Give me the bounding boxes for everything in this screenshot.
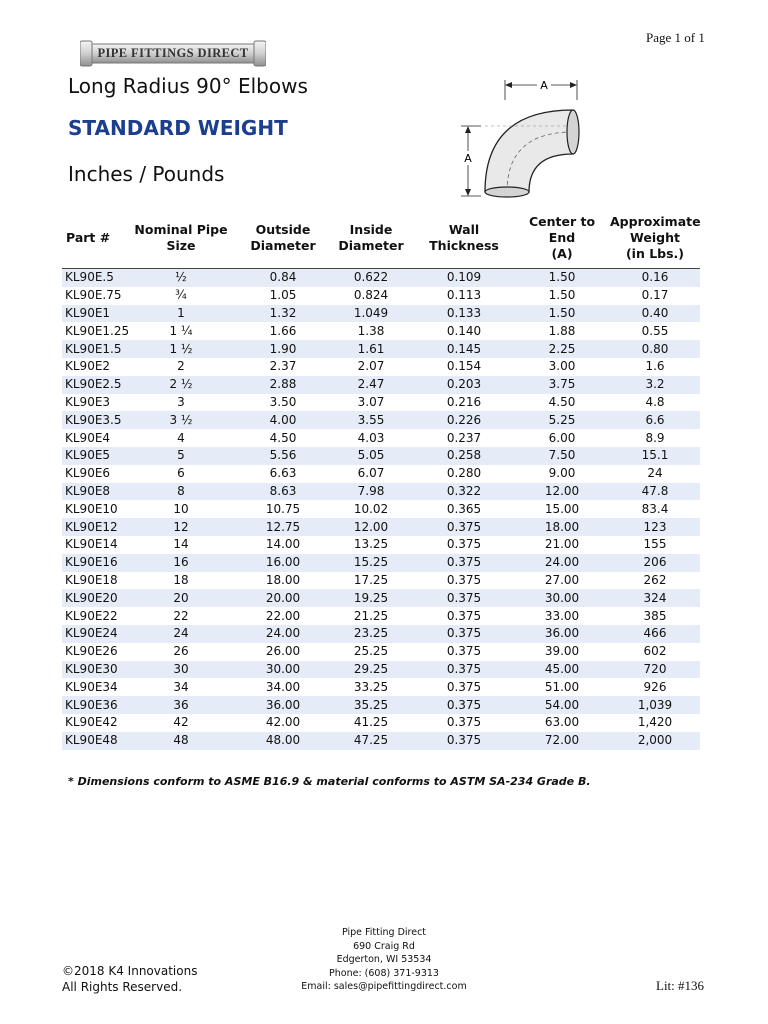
cell-outside-diameter: 42.00 — [238, 714, 328, 732]
cell-inside-diameter: 0.824 — [328, 287, 414, 305]
table-row — [62, 714, 700, 732]
cell-center-to-end: 1.50 — [514, 305, 610, 323]
cell-weight: 155 — [610, 536, 700, 554]
cell-nominal-size: 3 — [124, 394, 238, 412]
copyright — [62, 963, 197, 995]
cell-nominal-size: 42 — [124, 714, 238, 732]
cell-center-to-end: 1.88 — [514, 322, 610, 340]
cell-nominal-size: 6 — [124, 465, 238, 483]
col-center-to-end: Center to End (A) — [514, 208, 610, 269]
cell-outside-diameter: 34.00 — [238, 678, 328, 696]
cell-weight: 15.1 — [610, 447, 700, 465]
phone-number: Phone: (608) 371-9313 — [329, 967, 439, 979]
table-row — [62, 376, 700, 394]
cell-weight: 602 — [610, 643, 700, 661]
cell-weight: 466 — [610, 625, 700, 643]
cell-inside-diameter: 7.98 — [328, 483, 414, 501]
cell-outside-diameter: 20.00 — [238, 589, 328, 607]
cell-weight: 6.6 — [610, 411, 700, 429]
cell-outside-diameter: 3.50 — [238, 394, 328, 412]
cell-outside-diameter: 14.00 — [238, 536, 328, 554]
cell-wall-thickness: 0.375 — [414, 661, 514, 679]
cell-center-to-end: 3.00 — [514, 358, 610, 376]
cell-wall-thickness: 0.375 — [414, 732, 514, 750]
cell-center-to-end: 2.25 — [514, 340, 610, 358]
company-address — [284, 926, 484, 994]
col-inside-diameter: Inside Diameter — [328, 208, 414, 269]
table-row — [62, 643, 700, 661]
cell-part-number: KL90E10 — [62, 500, 124, 518]
cell-part-number: KL90E36 — [62, 696, 124, 714]
col-approx-weight: Approximate Weight (in Lbs.) — [610, 208, 700, 269]
cell-wall-thickness: 0.226 — [414, 411, 514, 429]
cell-part-number: KL90E12 — [62, 518, 124, 536]
logo-text: PIPE FITTINGS DIRECT — [97, 46, 249, 60]
cell-part-number: KL90E1.5 — [62, 340, 124, 358]
table-row — [62, 678, 700, 696]
table-row — [62, 536, 700, 554]
table-row — [62, 589, 700, 607]
cell-part-number: KL90E.75 — [62, 287, 124, 305]
cell-outside-diameter: 26.00 — [238, 643, 328, 661]
cell-wall-thickness: 0.145 — [414, 340, 514, 358]
cell-part-number: KL90E18 — [62, 572, 124, 590]
cell-nominal-size: 34 — [124, 678, 238, 696]
cell-outside-diameter: 1.05 — [238, 287, 328, 305]
cell-inside-diameter: 21.25 — [328, 607, 414, 625]
cell-part-number: KL90E5 — [62, 447, 124, 465]
cell-weight: 0.55 — [610, 322, 700, 340]
cell-nominal-size: 1 ¼ — [124, 322, 238, 340]
cell-wall-thickness: 0.154 — [414, 358, 514, 376]
table-row — [62, 625, 700, 643]
table-row — [62, 483, 700, 501]
cell-inside-diameter: 25.25 — [328, 643, 414, 661]
cell-wall-thickness: 0.375 — [414, 554, 514, 572]
dimensions-note: * Dimensions conform to ASME B16.9 & material conforms to ASTM SA-234 Grade B. — [68, 775, 591, 788]
cell-center-to-end: 9.00 — [514, 465, 610, 483]
cell-weight: 3.2 — [610, 376, 700, 394]
cell-weight: 324 — [610, 589, 700, 607]
cell-weight: 0.16 — [610, 269, 700, 287]
cell-nominal-size: 12 — [124, 518, 238, 536]
cell-center-to-end: 45.00 — [514, 661, 610, 679]
cell-center-to-end: 21.00 — [514, 536, 610, 554]
units-label: Inches / Pounds — [68, 162, 225, 186]
cell-wall-thickness: 0.375 — [414, 518, 514, 536]
dimension-label-side: A — [464, 152, 472, 165]
cell-outside-diameter: 1.32 — [238, 305, 328, 323]
cell-part-number: KL90E16 — [62, 554, 124, 572]
cell-nominal-size: 2 ½ — [124, 376, 238, 394]
cell-wall-thickness: 0.375 — [414, 536, 514, 554]
col-part-number: Part # — [62, 208, 124, 269]
spec-table — [62, 208, 700, 750]
cell-wall-thickness: 0.113 — [414, 287, 514, 305]
cell-part-number: KL90E4 — [62, 429, 124, 447]
cell-wall-thickness: 0.375 — [414, 572, 514, 590]
cell-wall-thickness: 0.375 — [414, 678, 514, 696]
cell-center-to-end: 36.00 — [514, 625, 610, 643]
cell-inside-diameter: 19.25 — [328, 589, 414, 607]
cell-inside-diameter: 47.25 — [328, 732, 414, 750]
cell-weight: 206 — [610, 554, 700, 572]
cell-center-to-end: 12.00 — [514, 483, 610, 501]
cell-wall-thickness: 0.375 — [414, 589, 514, 607]
cell-wall-thickness: 0.375 — [414, 625, 514, 643]
cell-part-number: KL90E1.25 — [62, 322, 124, 340]
table-row — [62, 358, 700, 376]
cell-part-number: KL90E22 — [62, 607, 124, 625]
cell-wall-thickness: 0.140 — [414, 322, 514, 340]
cell-outside-diameter: 22.00 — [238, 607, 328, 625]
table-row — [62, 447, 700, 465]
cell-part-number: KL90E26 — [62, 643, 124, 661]
cell-wall-thickness: 0.258 — [414, 447, 514, 465]
table-row — [62, 554, 700, 572]
table-row — [62, 732, 700, 750]
table-header-row — [62, 208, 700, 269]
cell-weight: 262 — [610, 572, 700, 590]
cell-nominal-size: 1 — [124, 305, 238, 323]
cell-center-to-end: 3.75 — [514, 376, 610, 394]
cell-inside-diameter: 10.02 — [328, 500, 414, 518]
cell-center-to-end: 39.00 — [514, 643, 610, 661]
city-state-zip: Edgerton, WI 53534 — [336, 954, 432, 965]
cell-nominal-size: 16 — [124, 554, 238, 572]
cell-part-number: KL90E30 — [62, 661, 124, 679]
cell-weight: 2,000 — [610, 732, 700, 750]
cell-inside-diameter: 0.622 — [328, 269, 414, 287]
cell-weight: 720 — [610, 661, 700, 679]
cell-nominal-size: 18 — [124, 572, 238, 590]
table-row — [62, 305, 700, 323]
cell-inside-diameter: 13.25 — [328, 536, 414, 554]
cell-weight: 1,420 — [610, 714, 700, 732]
cell-weight: 123 — [610, 518, 700, 536]
cell-outside-diameter: 12.75 — [238, 518, 328, 536]
page-title: Long Radius 90° Elbows — [68, 74, 308, 98]
cell-center-to-end: 1.50 — [514, 269, 610, 287]
cell-nominal-size: 14 — [124, 536, 238, 554]
cell-outside-diameter: 30.00 — [238, 661, 328, 679]
cell-nominal-size: 5 — [124, 447, 238, 465]
cell-nominal-size: ½ — [124, 269, 238, 287]
cell-inside-diameter: 2.07 — [328, 358, 414, 376]
cell-weight: 24 — [610, 465, 700, 483]
table-row — [62, 465, 700, 483]
cell-inside-diameter: 23.25 — [328, 625, 414, 643]
cell-part-number: KL90E14 — [62, 536, 124, 554]
table-row — [62, 322, 700, 340]
cell-weight: 0.17 — [610, 287, 700, 305]
cell-weight: 1.6 — [610, 358, 700, 376]
cell-inside-diameter: 3.55 — [328, 411, 414, 429]
cell-nominal-size: 26 — [124, 643, 238, 661]
page-number: Page 1 of 1 — [646, 30, 705, 45]
col-nominal-pipe-size: Nominal Pipe Size — [124, 208, 238, 269]
cell-outside-diameter: 2.37 — [238, 358, 328, 376]
cell-outside-diameter: 10.75 — [238, 500, 328, 518]
cell-nominal-size: 3 ½ — [124, 411, 238, 429]
cell-outside-diameter: 4.00 — [238, 411, 328, 429]
cell-weight: 8.9 — [610, 429, 700, 447]
cell-inside-diameter: 2.47 — [328, 376, 414, 394]
cell-outside-diameter: 4.50 — [238, 429, 328, 447]
cell-wall-thickness: 0.133 — [414, 305, 514, 323]
cell-part-number: KL90E3 — [62, 394, 124, 412]
cell-nominal-size: 30 — [124, 661, 238, 679]
cell-part-number: KL90E24 — [62, 625, 124, 643]
cell-nominal-size: 24 — [124, 625, 238, 643]
table-row — [62, 340, 700, 358]
logo — [80, 40, 266, 67]
cell-wall-thickness: 0.216 — [414, 394, 514, 412]
table-row — [62, 518, 700, 536]
cell-part-number: KL90E.5 — [62, 269, 124, 287]
cell-wall-thickness: 0.365 — [414, 500, 514, 518]
dimension-label-top: A — [540, 79, 548, 92]
cell-nominal-size: 1 ½ — [124, 340, 238, 358]
cell-inside-diameter: 12.00 — [328, 518, 414, 536]
cell-part-number: KL90E42 — [62, 714, 124, 732]
cell-part-number: KL90E2 — [62, 358, 124, 376]
literature-number: Lit: #136 — [656, 978, 705, 993]
company-name: Pipe Fitting Direct — [341, 927, 427, 938]
cell-weight: 4.8 — [610, 394, 700, 412]
cell-center-to-end: 15.00 — [514, 500, 610, 518]
table-row — [62, 411, 700, 429]
cell-part-number: KL90E48 — [62, 732, 124, 750]
cell-center-to-end: 30.00 — [514, 589, 610, 607]
cell-wall-thickness: 0.375 — [414, 607, 514, 625]
cell-weight: 0.40 — [610, 305, 700, 323]
cell-center-to-end: 6.00 — [514, 429, 610, 447]
email-address: Email: sales@pipefittingdirect.com — [301, 981, 467, 992]
cell-inside-diameter: 41.25 — [328, 714, 414, 732]
cell-part-number: KL90E34 — [62, 678, 124, 696]
table-row — [62, 269, 700, 287]
cell-outside-diameter: 16.00 — [238, 554, 328, 572]
cell-outside-diameter: 24.00 — [238, 625, 328, 643]
cell-outside-diameter: 1.66 — [238, 322, 328, 340]
cell-center-to-end: 18.00 — [514, 518, 610, 536]
copyright-line: ©2018 K4 Innovations — [62, 964, 198, 978]
cell-part-number: KL90E8 — [62, 483, 124, 501]
cell-inside-diameter: 15.25 — [328, 554, 414, 572]
cell-nominal-size: 36 — [124, 696, 238, 714]
cell-wall-thickness: 0.375 — [414, 696, 514, 714]
cell-part-number: KL90E3.5 — [62, 411, 124, 429]
cell-center-to-end: 5.25 — [514, 411, 610, 429]
table-row — [62, 500, 700, 518]
cell-outside-diameter: 0.84 — [238, 269, 328, 287]
elbow-spec-table — [62, 208, 700, 750]
cell-weight: 0.80 — [610, 340, 700, 358]
cell-weight: 83.4 — [610, 500, 700, 518]
table-row — [62, 607, 700, 625]
cell-inside-diameter: 1.61 — [328, 340, 414, 358]
rights-line: All Rights Reserved. — [62, 980, 183, 994]
page-subtitle: STANDARD WEIGHT — [68, 116, 288, 140]
cell-nominal-size: 22 — [124, 607, 238, 625]
cell-outside-diameter: 6.63 — [238, 465, 328, 483]
cell-wall-thickness: 0.375 — [414, 643, 514, 661]
col-outside-diameter: Outside Diameter — [238, 208, 328, 269]
cell-inside-diameter: 1.049 — [328, 305, 414, 323]
table-row — [62, 287, 700, 305]
cell-outside-diameter: 48.00 — [238, 732, 328, 750]
cell-wall-thickness: 0.375 — [414, 714, 514, 732]
cell-nominal-size: 48 — [124, 732, 238, 750]
cell-center-to-end: 72.00 — [514, 732, 610, 750]
cell-outside-diameter: 18.00 — [238, 572, 328, 590]
cell-center-to-end: 27.00 — [514, 572, 610, 590]
cell-center-to-end: 33.00 — [514, 607, 610, 625]
cell-center-to-end: 7.50 — [514, 447, 610, 465]
cell-outside-diameter: 36.00 — [238, 696, 328, 714]
cell-weight: 47.8 — [610, 483, 700, 501]
cell-wall-thickness: 0.322 — [414, 483, 514, 501]
cell-inside-diameter: 29.25 — [328, 661, 414, 679]
cell-nominal-size: 20 — [124, 589, 238, 607]
cell-nominal-size: 4 — [124, 429, 238, 447]
col-wall-thickness: Wall Thickness — [414, 208, 514, 269]
cell-center-to-end: 54.00 — [514, 696, 610, 714]
cell-center-to-end: 51.00 — [514, 678, 610, 696]
cell-outside-diameter: 8.63 — [238, 483, 328, 501]
cell-nominal-size: 10 — [124, 500, 238, 518]
cell-part-number: KL90E6 — [62, 465, 124, 483]
cell-center-to-end: 24.00 — [514, 554, 610, 572]
table-row — [62, 661, 700, 679]
cell-wall-thickness: 0.280 — [414, 465, 514, 483]
cell-outside-diameter: 2.88 — [238, 376, 328, 394]
cell-weight: 926 — [610, 678, 700, 696]
elbow-diagram — [455, 74, 595, 204]
cell-outside-diameter: 1.90 — [238, 340, 328, 358]
cell-wall-thickness: 0.109 — [414, 269, 514, 287]
cell-part-number: KL90E1 — [62, 305, 124, 323]
cell-inside-diameter: 1.38 — [328, 322, 414, 340]
cell-wall-thickness: 0.203 — [414, 376, 514, 394]
street-address: 690 Craig Rd — [353, 940, 415, 952]
cell-center-to-end: 63.00 — [514, 714, 610, 732]
cell-nominal-size: 2 — [124, 358, 238, 376]
table-row — [62, 429, 700, 447]
cell-outside-diameter: 5.56 — [238, 447, 328, 465]
cell-nominal-size: 8 — [124, 483, 238, 501]
cell-inside-diameter: 5.05 — [328, 447, 414, 465]
cell-nominal-size: ¾ — [124, 287, 238, 305]
cell-wall-thickness: 0.237 — [414, 429, 514, 447]
cell-inside-diameter: 33.25 — [328, 678, 414, 696]
cell-inside-diameter: 3.07 — [328, 394, 414, 412]
cell-weight: 385 — [610, 607, 700, 625]
cell-center-to-end: 4.50 — [514, 394, 610, 412]
cell-part-number: KL90E20 — [62, 589, 124, 607]
cell-inside-diameter: 4.03 — [328, 429, 414, 447]
cell-inside-diameter: 35.25 — [328, 696, 414, 714]
cell-inside-diameter: 6.07 — [328, 465, 414, 483]
cell-inside-diameter: 17.25 — [328, 572, 414, 590]
cell-weight: 1,039 — [610, 696, 700, 714]
table-row — [62, 572, 700, 590]
table-row — [62, 696, 700, 714]
table-row — [62, 394, 700, 412]
cell-part-number: KL90E2.5 — [62, 376, 124, 394]
cell-center-to-end: 1.50 — [514, 287, 610, 305]
